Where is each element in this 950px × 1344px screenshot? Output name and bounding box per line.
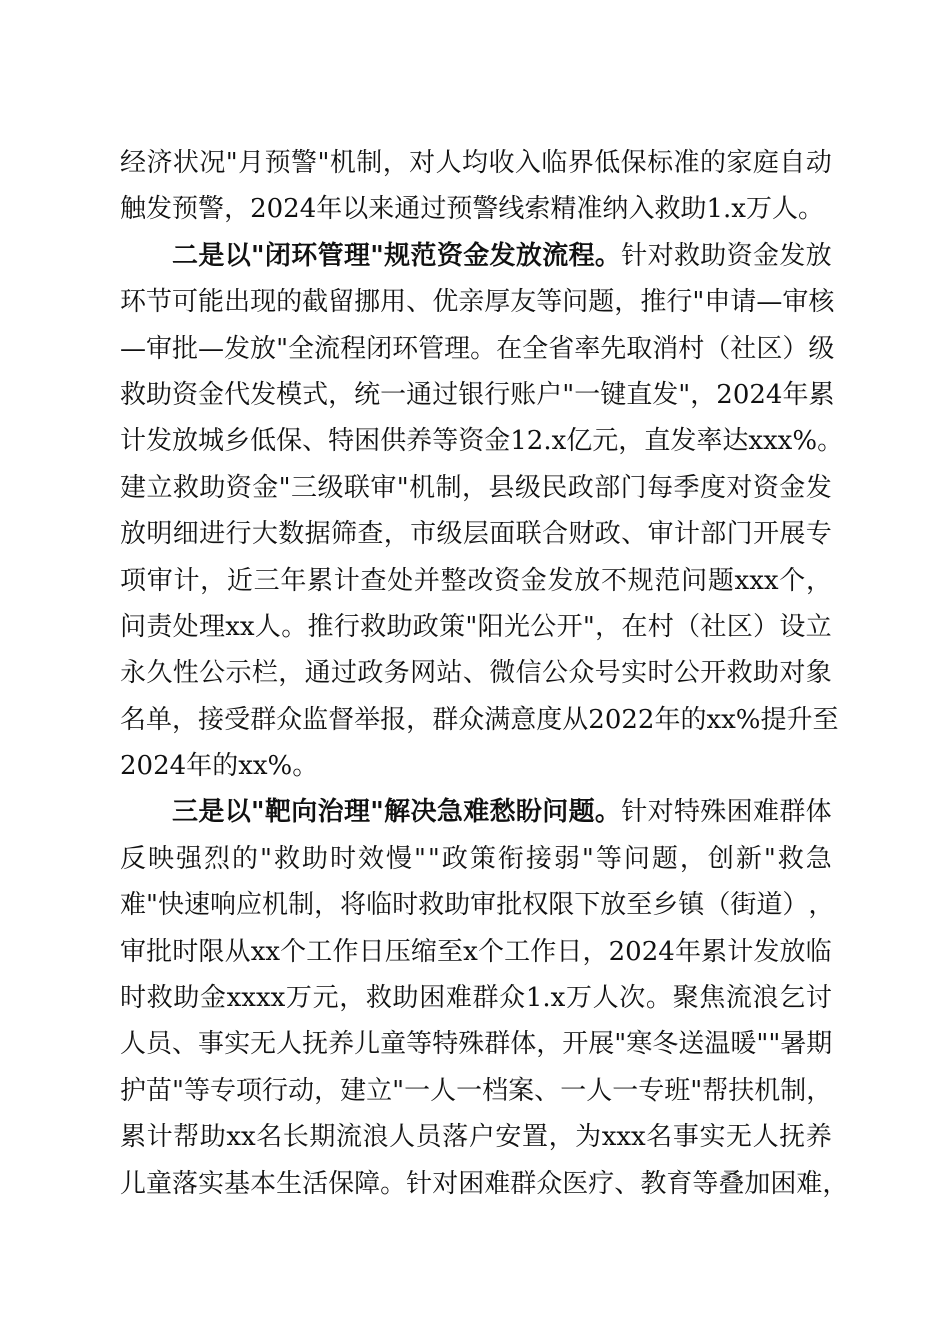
text-line: 三 是 以 " 靶 向 治 理 " 解 决 急 难 愁 盼 问 题 。 针 对 特 殊 困 难 群 体 xyxy=(172,797,832,828)
text-line: 人 员 、 事 实 无 人 抚 养 儿 童 等 特 殊 群 体 ， 开 展 " 寒 冬 送 温 暖 " " 暑 期 xyxy=(120,1029,833,1060)
text-line: 项 审 计 ， 近 三 年 累 计 查 处 并 整 改 资 金 发 放 不 规 范 问 题 xxx 个 ， xyxy=(120,565,832,596)
text-line: 永 久 性 公 示 栏 ， 通 过 政 务 网 站 、 微 信 公 众 号 实 时 公 开 救 助 对 象 xyxy=(120,658,832,689)
text-line: 计 发 放 城 乡 低 保 、 特 困 供 养 等 资 金 12.x 亿 元 ， 直 发 率 达 xxx% 。 xyxy=(120,426,844,457)
text-line: 问 责 处 理 xx 人 。 推 行 救 助 政 策 " 阳 光 公 开 " ， 在 村 （ 社 区 ） 设 立 xyxy=(120,611,832,642)
text-line: 救 助 资 金 代 发 模 式 ， 统 一 通 过 银 行 账 户 " 一 键 直 发 " ， 2024 年 累 xyxy=(120,379,835,410)
text-line: 审 批 时 限 从 xx 个 工 作 日 压 缩 至 x 个 工 作 日 ， 2024 年 累 计 发 放 临 xyxy=(120,936,832,967)
document-body xyxy=(120,140,849,1207)
text-line: 难 " 快 速 响 应 机 制 ， 将 临 时 救 助 审 批 权 限 下 放 至 乡 镇 （ 街 道 ） ， xyxy=(120,890,835,921)
text-line: 累 计 帮 助 xx 名 长 期 流 浪 人 员 落 户 安 置 ， 为 xxx 名 事 实 无 人 抚 养 xyxy=(120,1122,832,1153)
text-line: 名 单 ， 接 受 群 众 监 督 举 报 ， 群 众 满 意 度 从 2022 年 的 xx% 提 升 至 xyxy=(120,704,839,735)
text-line: 儿 童 落 实 基 本 生 活 保 障 。 针 对 困 难 群 众 医 疗 、 教 育 等 叠 加 困 难 ， xyxy=(120,1168,849,1199)
text-line: 二 是 以 " 闭 环 管 理 " 规 范 资 金 发 放 流 程 。 针 对 救 助 资 金 发 放 xyxy=(172,240,832,271)
text-line: 2024 年 的 xx% 。 xyxy=(120,751,319,782)
text-line: 建 立 救 助 资 金 " 三 级 联 审 " 机 制 ， 县 级 民 政 部 门 每 季 度 对 资 金 发 xyxy=(120,472,832,503)
text-line: 经 济 状 况 " 月 预 警 " 机 制 ， 对 人 均 收 入 临 界 低 保 标 准 的 家 庭 自 动 xyxy=(120,148,832,178)
text-line: 触 发 预 警 ， 2024 年 以 来 通 过 预 警 线 索 精 准 纳 入 救 助 1.x 万 人 。 xyxy=(120,194,825,225)
text-line: — 审 批 — 发 放 " 全 流 程 闭 环 管 理 。 在 全 省 率 先 取 消 村 （ 社 区 ） 级 xyxy=(120,333,835,364)
text-line: 放 明 细 进 行 大 数 据 筛 查 ， 市 级 层 面 联 合 财 政 、 审 计 部 门 开 展 专 xyxy=(120,519,832,550)
text-line: 反 映 强 烈 的 " 救 助 时 效 慢 " " 政 策 衔 接 弱 " 等 问 题 ， 创 新 " 救 急 xyxy=(120,843,832,874)
text-line: 环 节 可 能 出 现 的 截 留 挪 用 、 优 亲 厚 友 等 问 题 ， 推 行 " 申 请 — 审 核 xyxy=(120,287,835,318)
text-line: 时 救 助 金 xxxx 万 元 ， 救 助 困 难 群 众 1.x 万 人 次 。 聚 焦 流 浪 乞 讨 xyxy=(120,983,832,1014)
text-line: 护 苗 " 等 专 项 行 动 ， 建 立 " 一 人 一 档 案 、 一 人 一 专 班 " 帮 扶 机 制 ， xyxy=(120,1075,833,1106)
